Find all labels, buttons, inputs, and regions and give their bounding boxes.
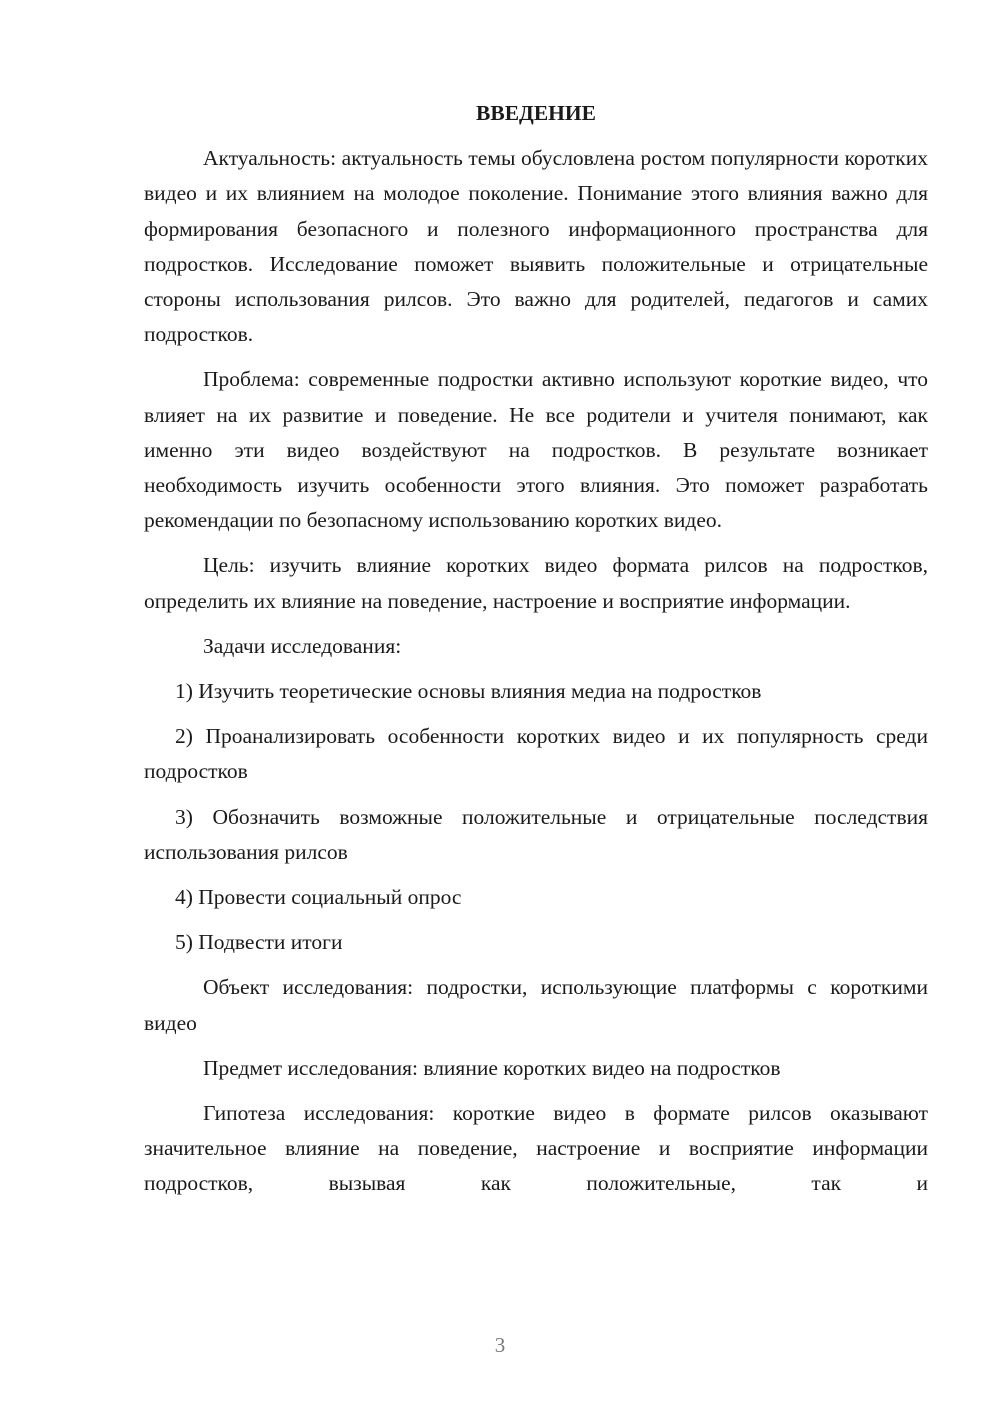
goal-paragraph: Цель: изучить влияние коротких видео формата рилсов на подростков, определить их влияние на поведение, настроение и восприятие информации. (144, 553, 928, 613)
hypothesis-paragraph: Гипотеза исследования: короткие видео в формате рилсов оказывают значительное влияние на поведение, настроение и восприятие информации подростков, вызывая как положительные, так и (144, 1101, 928, 1196)
task-item-2: 2) Проанализировать особенности коротких видео и их популярность среди подростков (144, 724, 928, 784)
problem-paragraph: Проблема: современные подростки активно используют короткие видео, что влияет на их развитие и поведение. Не все родители и учителя понимают, как именно эти видео воздействуют на подростков. В результате возникает необходимость изучить особенности этого влияния. Это поможет разработать рекомендации по безопасному использованию коротких видео. (144, 367, 928, 533)
task-item-3: 3) Обозначить возможные положительные и отрицательные последствия использования рилсов (144, 804, 928, 864)
task-item-1: 1) Изучить теоретические основы влияния медиа на подростков (175, 679, 762, 704)
object-paragraph: Объект исследования: подростки, использующие платформы с короткими видео (144, 975, 928, 1035)
tasks-heading: Задачи исследования: (203, 633, 402, 658)
task-item-4: 4) Провести социальный опрос (175, 885, 462, 910)
document-page (144, 96, 928, 1212)
relevance-paragraph: Актуальность: актуальность темы обусловлена ростом популярности коротких видео и их влиянием на молодое поколение. Понимание этого влияния важно для формирования безопасного и полезного информационного пространства для подростков. Исследование поможет выявить положительные и отрицательные стороны использования рилсов. Это важно для родителей, педагогов и самих подростков. (144, 146, 928, 347)
task-item-5: 5) Подвести итоги (175, 930, 343, 955)
section-heading: ВВЕДЕНИЕ (476, 101, 596, 125)
subject-paragraph: Предмет исследования: влияние коротких видео на подростков (203, 1055, 781, 1080)
page-number: 3 (494, 1333, 506, 1357)
